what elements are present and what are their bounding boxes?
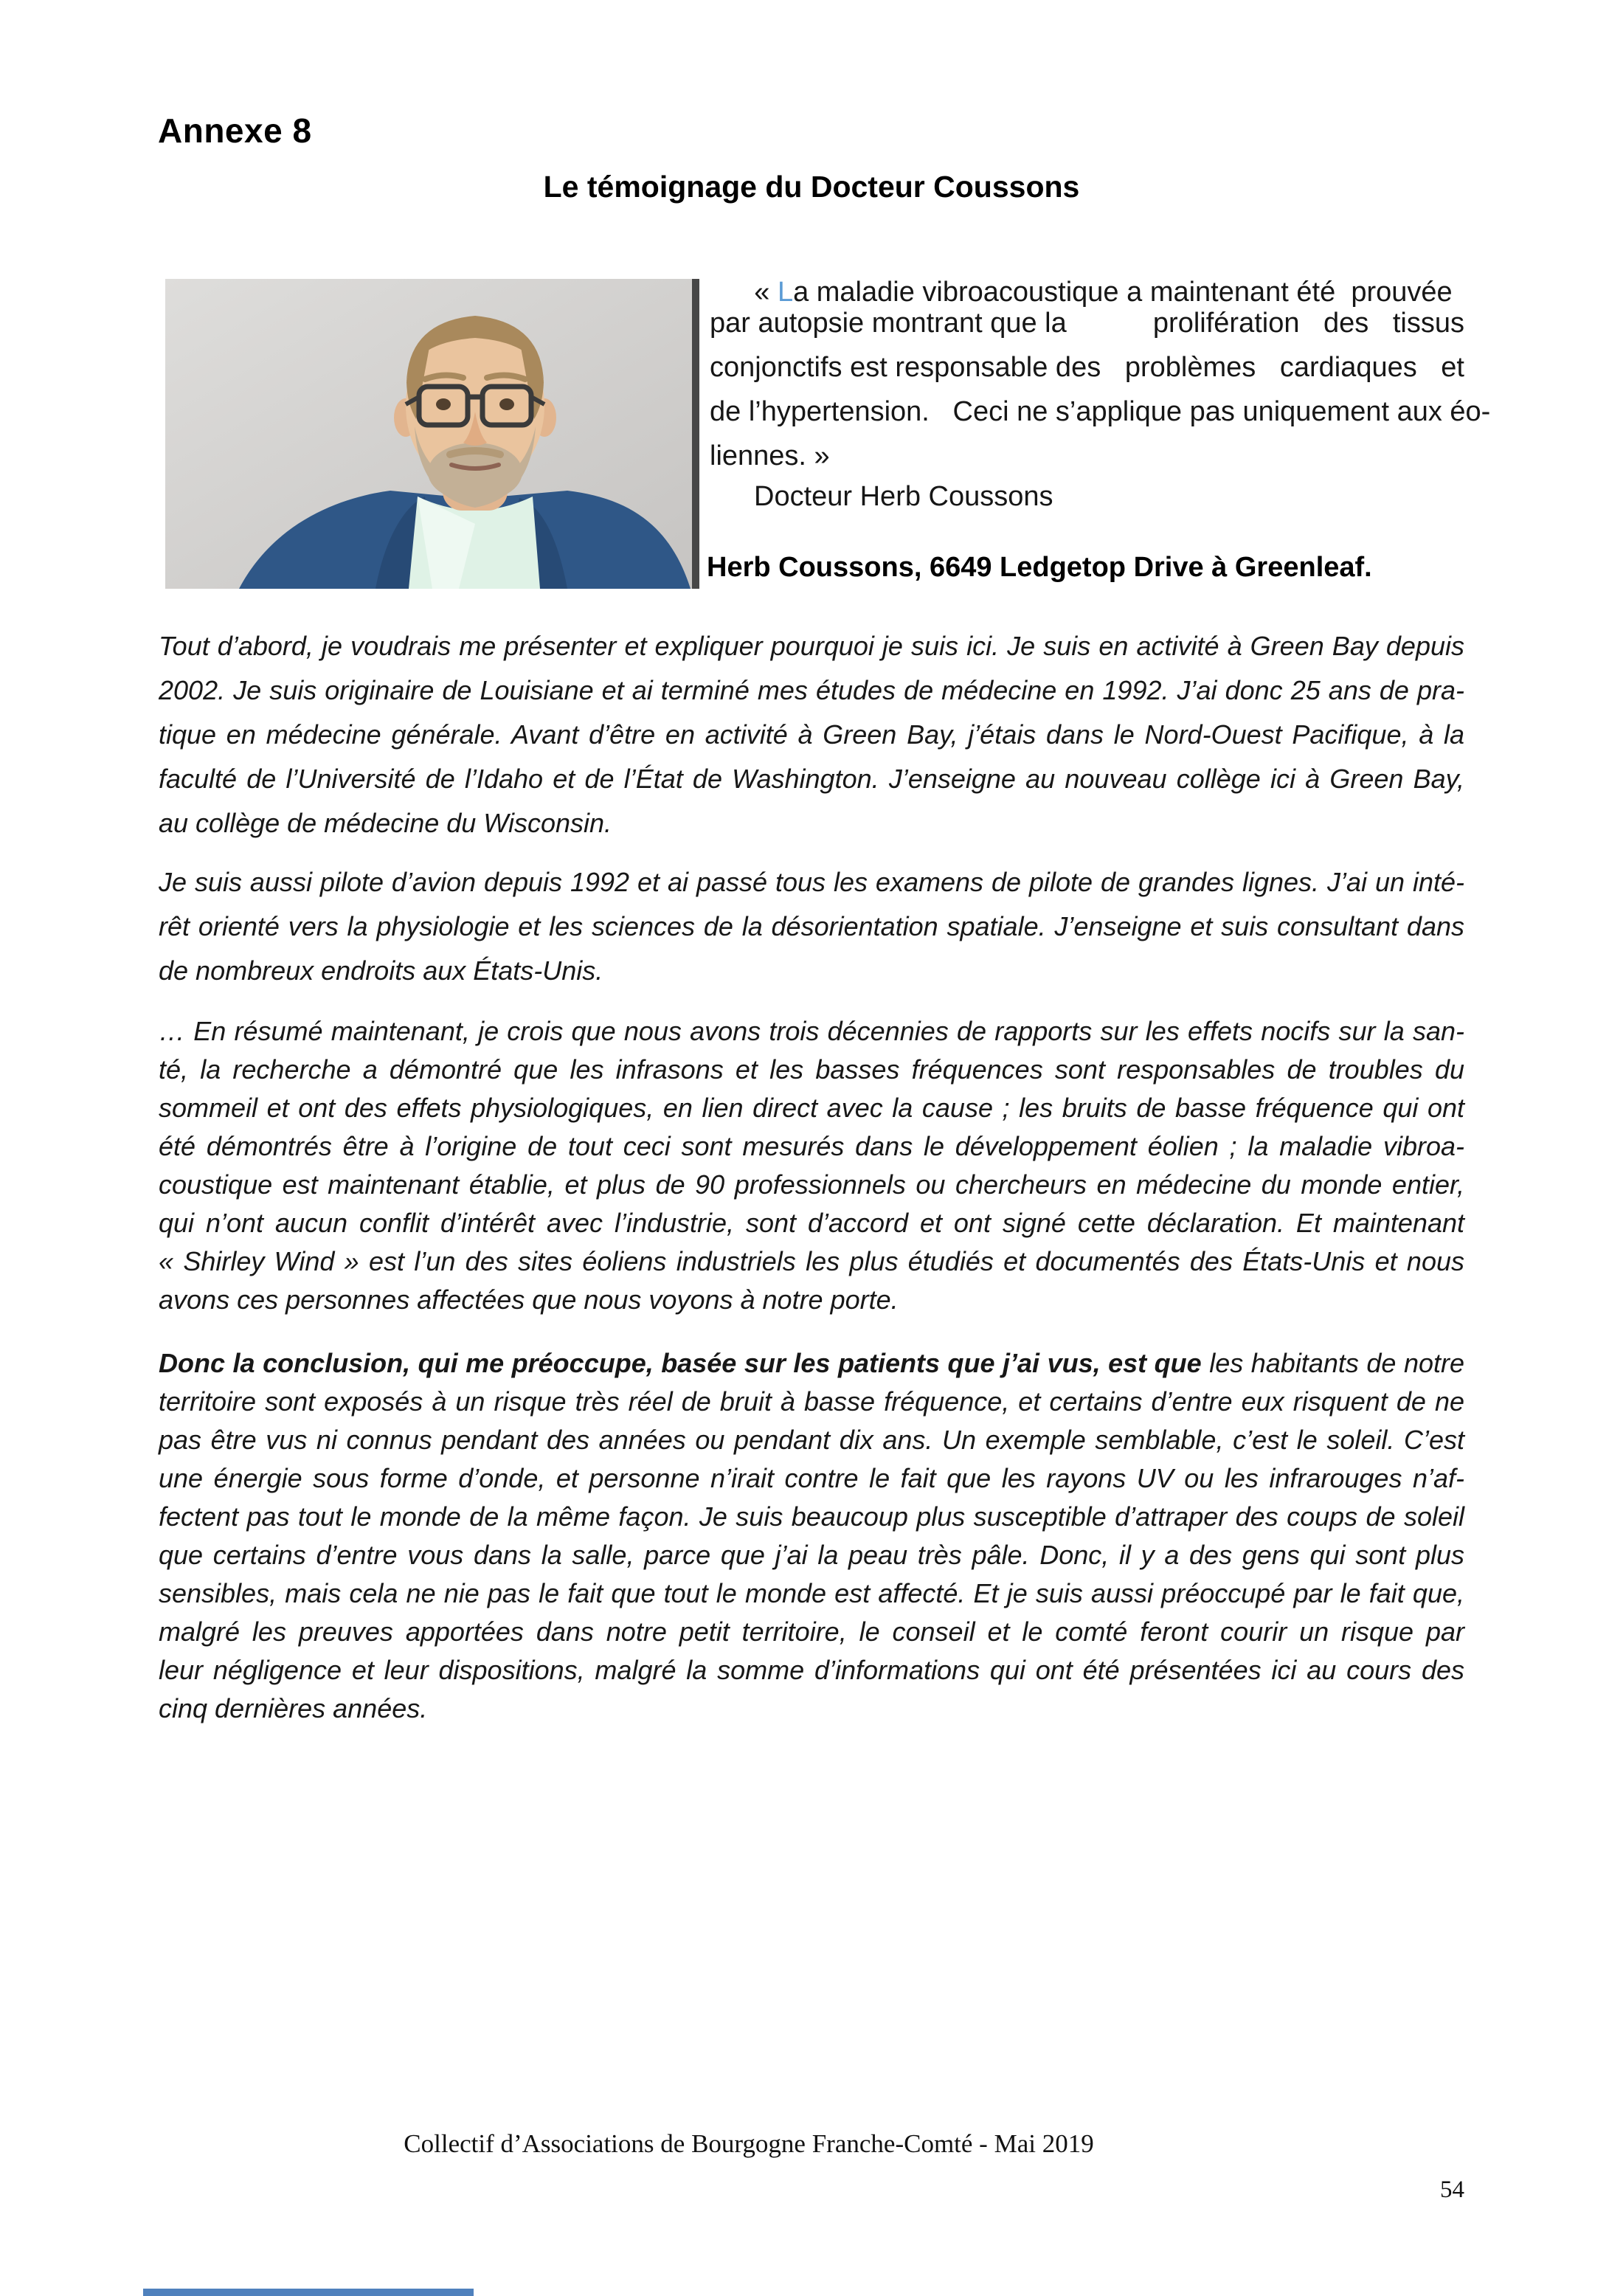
paragraph-4-line: territoire sont exposés à un risque très réel de bruit à basse fréquence, et certains d’entre eux risquent de ne [159,1386,1464,1417]
paragraph-3-line: coustique est maintenant établie, et plus de 90 professionnels ou chercheurs en médecine du monde entier, [159,1169,1464,1200]
paragraph-3 [159,1012,1464,1319]
paragraph-3-line: qui n’ont aucun conflit d’intérêt avec l’industrie, sont d’accord et ont signé cette déclaration. Et maintenant [159,1208,1464,1238]
paragraph-4-line [159,1344,1464,1383]
quote-open-guillemet: « [754,277,778,308]
quote-line-3 [710,345,1464,390]
paragraph-2-line: rêt orienté vers la physiologie et les sciences de la désorientation spatiale. J’enseigne et suis consultant dans [159,911,1464,941]
quote-line-5: liennes. » [710,440,830,471]
quote-line-3-right: problèmes cardiaques et [1124,352,1464,383]
paragraph-4-line-rest: les habitants de notre [1201,1348,1464,1378]
paragraph-3-line: sommeil et ont des effets physiologiques, en lien direct avec la cause ; les bruits de basse fréquence qui ont [159,1093,1464,1123]
paragraph-2-line: Je suis aussi pilote d’avion depuis 1992 et ai passé tous les examens de pilote de grandes lignes. J’ai un inté- [159,867,1464,897]
paragraph-1-line: 2002. Je suis originaire de Louisiane et ai terminé mes études de médecine en 1992. J’ai donc 25 ans de pra- [159,675,1464,705]
paragraph-3-line: été démontrés être à l’origine de tout ceci sont mesurés dans le développement éolien ; la maladie vibroa- [159,1131,1464,1161]
paragraph-1-line: faculté de l’Université de l’Idaho et de l’État de Washington. J’enseigne au nouveau collège ici à Green Bay, [159,764,1464,794]
paragraph-4-line: pas être vus ni connus pendant des années ou pendant dix ans. Un exemple semblable, c’est le soleil. C’est [159,1425,1464,1455]
address-line: Herb Coussons, 6649 Ledgetop Drive à Greenleaf. [707,552,1372,583]
paragraph-4-line: cinq dernières années. [159,1693,428,1723]
quote-line-2-left: par autopsie montrant que la [710,308,1067,339]
paragraph-2-line: de nombreux endroits aux États-Unis. [159,955,603,986]
paragraph-3-line: avons ces personnes affectées que nous voyons à notre porte. [159,1284,899,1315]
quote-attribution: Docteur Herb Coussons [754,481,1053,512]
page-number: 54 [1440,2176,1464,2203]
paragraph-4-line: une énergie sous forme d’onde, et personne n’irait contre le fait que les rayons UV ou les infrarouges n’af- [159,1463,1464,1493]
quote-blue-letter: L [777,277,794,308]
paragraph-4 [159,1344,1464,1728]
paragraph-2 [159,860,1464,993]
paragraph-1-line: Tout d’abord, je voudrais me présenter et expliquer pourquoi je suis ici. Je suis en activité à Green Bay depuis [159,631,1464,661]
quote-line-3-left: conjonctifs est responsable des [710,352,1101,383]
paragraph-4-line: fectent pas tout le monde de la même façon. Je suis beaucoup plus susceptible d’attraper des coups de soleil [159,1501,1464,1532]
conclusion-bold-lead: Donc la conclusion, qui me préoccupe, basée sur les patients que j’ai vus, est que [159,1348,1202,1378]
paragraph-4-line: que certains d’entre vous dans la salle, parce que j’ai la peau très pâle. Donc, il y a des gens qui sont plus [159,1540,1464,1570]
paragraph-4-line: malgré les preuves apportées dans notre petit territoire, le conseil et le comté feront courir un risque par [159,1616,1464,1647]
paragraph-4-line: leur négligence et leur dispositions, malgré la somme d’informations qui ont été présentées ici au cours des [159,1655,1464,1685]
paragraph-1-line: tique en médecine générale. Avant d’être en activité à Green Bay, j’étais dans le Nord-Ouest Pacifique, à la [159,719,1464,750]
quote-line-2 [710,301,1464,345]
quote-line-1-text: a maladie vibroacoustique a maintenant été prouvée [793,277,1453,308]
paragraph-4-line: sensibles, mais cela ne nie pas le fait que tout le monde est affecté. Et je suis aussi préoccupé par le fait que, [159,1578,1464,1608]
portrait-photo-drawing [165,279,699,589]
paragraph-3-line: … En résumé maintenant, je crois que nous avons trois décennies de rapports sur les effets nocifs sur la san- [159,1016,1464,1046]
paragraph-3-line: té, la recherche a démontré que les infrasons et les basses fréquences sont responsables de troubles du [159,1054,1464,1085]
quote-line-4: de l’hypertension. Ceci ne s’applique pas uniquement aux éo- [710,396,1491,427]
page-title: Le témoignage du Docteur Coussons [543,170,1080,204]
portrait-photo [165,279,699,589]
paragraph-1 [159,624,1464,846]
paragraph-1-line: au collège de médecine du Wisconsin. [159,808,612,838]
bottom-blue-bar [143,2289,474,2296]
footer-text: Collectif d’Associations de Bourgogne Franche-Comté - Mai 2019 [404,2129,1094,2158]
quote-line-2-right: prolifération des tissus [1152,308,1464,339]
annexe-heading: Annexe 8 [158,111,312,150]
quote-block [710,301,1491,478]
paragraph-3-line: « Shirley Wind » est l’un des sites éoliens industriels les plus étudiés et documentés des États-Unis et nous [159,1246,1464,1276]
